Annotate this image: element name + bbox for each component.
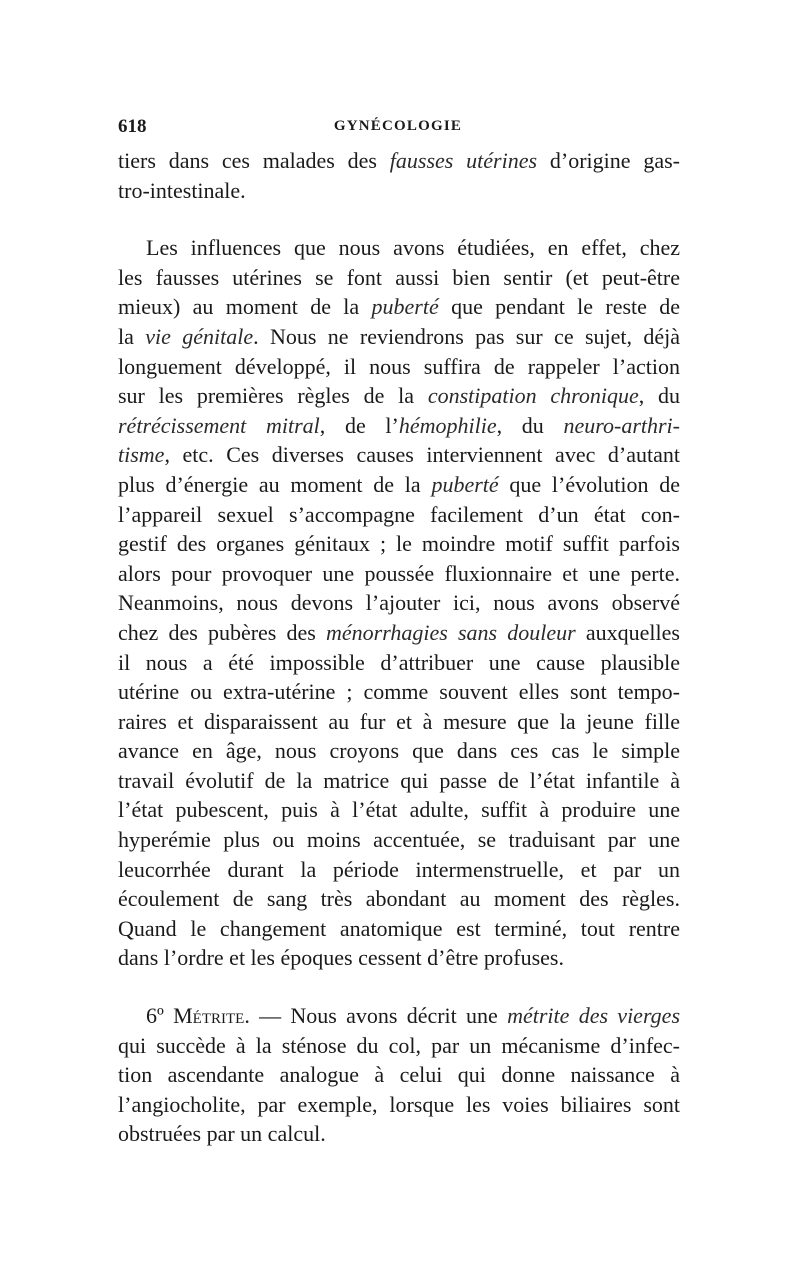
section-heading: Métrite: [173, 1003, 245, 1029]
text-line: plus d’énergie au moment de la puberté que l’évolution de: [118, 471, 681, 497]
running-title: GYNÉCOLOGIE: [333, 118, 463, 134]
text-line: travail évolutif de la matrice qui passe de l’état infantile à: [118, 767, 680, 793]
text-line: Les influences que nous avons étudiées, en effet, chez: [146, 235, 680, 261]
paragraph-gap: [118, 973, 680, 1001]
text-line: Quand le changement anatomique est terminé, tout rentre: [118, 915, 680, 941]
text-line: il nous a été impossible d’attribuer une cause plausible: [118, 649, 680, 675]
text-line: l’état pubescent, puis à l’état adulte, suffit à produire une: [118, 797, 680, 823]
text-line: utérine ou extra-utérine ; comme souvent elles sont tempo-: [118, 679, 680, 705]
text-line: 6º Métrite. — Nous avons décrit une métrite des vierges: [146, 1003, 681, 1029]
text-line: Neanmoins, nous devons l’ajouter ici, nous avons observé: [118, 590, 680, 616]
page-number: 618: [118, 116, 147, 137]
text-line: alors pour provoquer une poussée fluxionnaire et une perte.: [118, 560, 680, 586]
text-line: écoulement de sang très abondant au moment des règles.: [118, 886, 680, 912]
text-line: avance en âge, nous croyons que dans ces cas le simple: [118, 738, 680, 764]
text-line: hyperémie plus ou moins accentuée, se traduisant par une: [118, 827, 680, 853]
text-line: qui succède à la sténose du col, par un mécanisme d’infec-: [118, 1032, 680, 1058]
paragraph-gap: [118, 205, 680, 233]
text-line: tisme, etc. Ces diverses causes interviennent avec d’autant: [118, 442, 680, 468]
text-line: leucorrhée durant la période intermenstruelle, et par un: [118, 856, 680, 882]
text-line: longuement développé, il nous suffira de rappeler l’action: [118, 353, 680, 379]
text-line: mieux) au moment de la puberté que pendant le reste de: [118, 294, 681, 320]
text-line: rétrécissement mitral, de l’hémophilie, du neuro-arthri-: [118, 412, 680, 438]
text-line: raires et disparaissent au fur et à mesure que la jeune fille: [118, 708, 680, 734]
text-line: chez des pubères des ménorrhagies sans douleur auxquelles: [118, 619, 680, 645]
text-line: tiers dans ces malades des fausses utérines d’origine gas-: [118, 148, 680, 173]
text-line: gestif des organes génitaux ; le moindre motif suffit parfois: [118, 531, 680, 557]
text-line: les fausses utérines se font aussi bien sentir (et peut-être: [118, 264, 680, 290]
text-line: dans l’ordre et les époques cessent d’être profuses.: [118, 945, 564, 971]
text-line: l’angiocholite, par exemple, lorsque les voies biliaires sont: [118, 1091, 680, 1117]
text-line: tro-intestinale.: [118, 177, 246, 203]
text-line: sur les premières règles de la constipation chronique, du: [118, 383, 681, 409]
text-line: la vie génitale. Nous ne reviendrons pas sur ce sujet, déjà: [118, 323, 680, 349]
text-line: tion ascendante analogue à celui qui donne naissance à: [118, 1062, 680, 1088]
body-text: [118, 146, 680, 1149]
text-line: obstruées par un calcul.: [118, 1121, 326, 1147]
text-line: l’appareil sexuel s’accompagne facilement d’un état con-: [118, 501, 680, 527]
page-header: [118, 116, 678, 140]
